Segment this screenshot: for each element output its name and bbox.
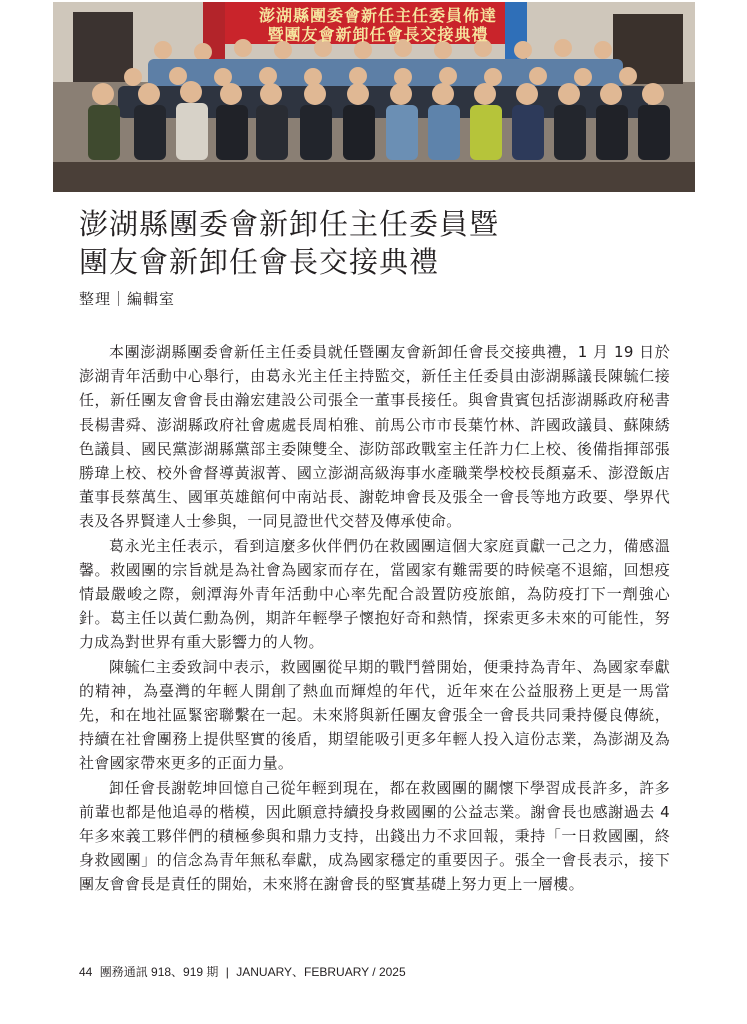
page-footer xyxy=(79,963,410,980)
article-byline: 整理｜編輯室 xyxy=(79,290,176,308)
article-paragraph: 本團澎湖縣團委會新任主任委員就任暨團友會新卸任會長交接典禮，1 月 19 日於澎湖青年活動中心舉行，由葛永光主任主持監交，新任主任委員由澎湖縣議長陳毓仁接任，新任團友會會長由瀚宏建設公司張全一董事長接任。與會貴賓包括澎湖縣政府秘書長楊書舜、澎湖縣政府社會處處長周柏雅、前馬公市市長葉竹林、許國政議員、蘇陳綉色議員、國民黨澎湖縣黨部主委陳雙全、澎防部政戰室主任許力仁上校、後備指揮部張勝瑋上校、校外會督導黃淑菁、國立澎湖高級海事水產職業學校校長顏嘉禾、澎澄飯店董事長蔡萬生、國軍英雄館何中南站長、謝乾坤會長及張全一會長等地方政要、學界代表及各界賢達人士參與，一同見證世代交替及傳承使命。 xyxy=(79,343,670,531)
group-photo xyxy=(53,2,695,192)
article-title xyxy=(79,205,499,281)
photo-banner xyxy=(228,6,528,44)
photo-banner-line2: 暨團友會新卸任會長交接典禮 xyxy=(267,25,489,44)
publication-name: 團務通訊 918、919 期 xyxy=(99,965,219,979)
article-title-line1: 澎湖縣團委會新卸任主任委員暨 xyxy=(79,207,500,241)
page-number: 44 xyxy=(79,965,93,979)
article-paragraph: 陳毓仁主委致詞中表示，救國團從早期的戰鬥營開始，便秉持為青年、為國家奉獻的精神，為臺灣的年輕人開創了熱血而輝煌的年代，近年來在公益服務上更是一馬當先，和在地社區緊密聯繫在一起。未來將與新任團友會張全一會長共同秉持優良傳統，持續在社會團務上提供堅實的後盾，期望能吸引更多年輕人投入這份志業，為澎湖及為社會國家帶來更多的正面力量。 xyxy=(79,657,670,773)
footer-separator: | xyxy=(225,965,229,979)
article-body xyxy=(79,340,670,897)
publication-date: JANUARY、FEBRUARY / 2025 xyxy=(236,965,406,979)
article-paragraph: 葛永光主任表示，看到這麼多伙伴們仍在救國團這個大家庭貢獻一己之力，備感溫馨。救國團的宗旨就是為社會為國家而存在，當國家有難需要的時候毫不退縮，回想疫情最嚴峻之際，劍潭海外青年活動中心率先配合設置防疫旅館，為防疫打下一劑強心針。葛主任以黃仁勳為例，期許年輕學子懷抱好奇和熱情，探索更多未來的可能性，努力成為對世界有重大影響力的人物。 xyxy=(79,536,670,652)
article-title-line2: 團友會新卸任會長交接典禮 xyxy=(79,245,440,279)
article-paragraph: 卸任會長謝乾坤回憶自己從年輕到現在，都在救國團的關懷下學習成長許多，許多前輩也都是他追尋的楷模，因此願意持續投身救國團的公益志業。謝會長也感謝過去 4 年多來義工夥伴們的積極參與和鼎力支持，出錢出力不求回報，秉持「一日救國團，終身救國團」的信念為青年無私奉獻，成為國家穩定的重要因子。張全一會長表示，接下團友會會長是責任的開始，未來將在謝會長的堅實基礎上努力更上一層樓。 xyxy=(79,778,670,894)
photo-banner-line1: 澎湖縣團委會新任主任委員佈達 xyxy=(258,6,497,25)
